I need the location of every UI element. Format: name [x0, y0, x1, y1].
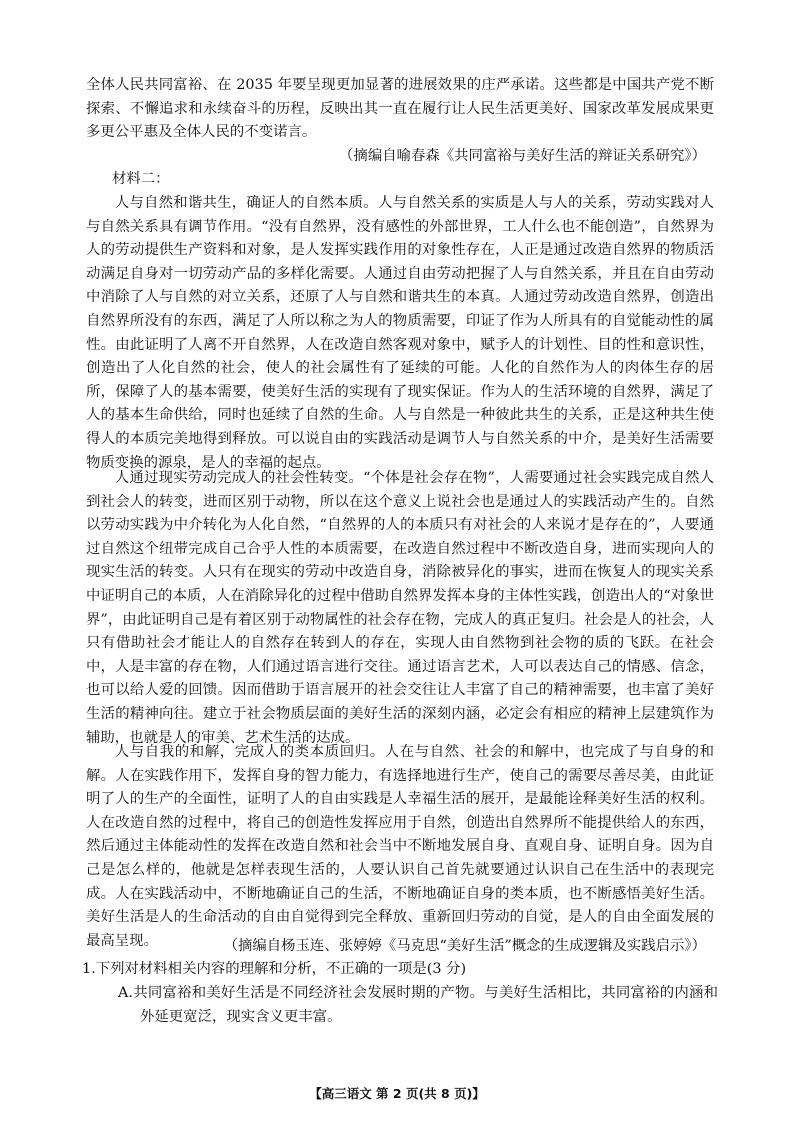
question-1-option-a: A.共同富裕和美好生活是不同经济社会发展时期的产物。与美好生活相比，共同富裕的内涵和外延更宽泛，现实含义更丰富。	[118, 985, 718, 1025]
question-1-stem: 1.下列对材料相关内容的理解和分析，不正确的一项是(3 分)	[82, 961, 467, 977]
source-citation-1: （摘编自喻春森《共同富裕与美好生活的辩证关系研究》）	[339, 148, 706, 164]
source-citation-2: （摘编自杨玉连、张婷婷《马克思“美好生活”概念的生成逻辑及实践启示》）	[223, 938, 706, 954]
page-footer: 【高三语文 第 2 页(共 8 页)】	[309, 1086, 485, 1101]
material-2-paragraph-3: 人与自我的和解，完成人的类本质回归。人在与自然、社会的和解中，也完成了与自身的和解。人在实践作用下，发挥自身的智力能力，有选择地进行生产，使自己的需要尽善尽美，由此证明了人的生产的全面性，证明了人的自由实践是人幸福生活的展开，是最能诠释美好生活的权利。人在改造自然的过程中，将自己的创造性发挥应用于自然，创造出自然界所不能提供给人的东西，然后通过主体能动性的发挥在改造自然和社会当中不断地发展自身、直观自身、证明自身。因为自己是怎么样的，他就是怎样表现生活的，人要认识自己首先就要通过认识自己在生活中的表现完成。人在实践活动中，不断地确证自己的生活，不断地确证自身的类本质，也不断感悟美好生活。美好生活是人的生命活动的自由自觉得到完全释放、重新回归劳动的自觉，是人的自由全面发展的最高呈现。	[86, 744, 714, 949]
material-2-paragraph-2: 人通过现实劳动完成人的社会性转变。“个体是社会存在物”，人需要通过社会实践完成自然人到社会人的转变，进而区别于动物，所以在这个意义上说社会也是通过人的实践活动产生的。自然以劳动实践为中介转化为人化自然，“自然界的人的本质只有对社会的人来说才是存在的”，人要通过自然这个纽带完成自己合乎人性的本质需要，在改造自然过程中不断改造自身，进而实现向人的现实生活的转变。人只有在现实的劳动中改造自身，消除被异化的事实，进而在恢复人的现实关系中证明自己的本质，人在消除异化的过程中借助自然界发挥本身的主体性实践，创造出人的“对象世界”，由此证明自己是有着区别于动物属性的社会存在物，完成人的真正复归。社会是人的社会，人只有借助社会才能让人的自然存在转到人的存在，实现人由自然物到社会物的质的飞跃。在社会中，人是丰富的存在物，人们通过语言进行交往。通过语言艺术，人可以表达自己的情感、信念，也可以给人爱的回馈。因而借助于语言展开的社会交往让人丰富了自己的精神需要，也丰富了美好生活的精神向往。建立于社会物质层面的美好生活的深刻内涵，必定会有相应的精神上层建筑作为辅助，也就是人的审美、艺术生活的达成。	[86, 470, 714, 746]
material-2-label: 材料二：	[112, 171, 170, 187]
intro-paragraph: 全体人民共同富裕、在 2035 年要呈现更加显著的进展效果的庄严承诺。这些都是中国共产党不断探索、不懈追求和永续奋斗的历程，反映出其一直在履行让人民生活更美好、国家改革发展成果更多更公平惠及全体人民的不变诺言。	[86, 77, 714, 141]
material-2-paragraph-1: 人与自然和谐共生，确证人的自然本质。人与自然关系的实质是人与人的关系，劳动实践对人与自然关系具有调节作用。“没有自然界，没有感性的外部世界，工人什么也不能创造”，自然界为人的劳动提供生产资料和对象，是人发挥实践作用的对象性存在，人正是通过改造自然界的物质活动满足自身对一切劳动产品的多样化需要。人通过自由劳动把握了人与自然关系，并且在自由劳动中消除了人与自然的对立关系，还原了人与自然和谐共生的本真。人通过劳动改造自然界，创造出自然界所没有的东西，满足了人所以称之为人的物质需要，印证了作为人所具有的自觉能动性的属性。由此证明了人离不开自然界，人在改造自然客观对象中，赋予人的计划性、目的性和意识性，创造出了人化自然的社会，使人的社会属性有了延续的可能。人化的自然作为人的肉体生存的居所，保障了人的基本需要，使美好生活的实现有了现实保证。作为人的生活环境的自然界，满足了人的基本生命供给，同时也延续了自然的生命。人与自然是一种彼此共生的关系，正是这种共生使得人的本质完美地得到释放。可以说自由的实践活动是调节人与自然关系的中介，是美好生活需要物质变换的源泉，是人的幸福的起点。	[86, 195, 714, 471]
